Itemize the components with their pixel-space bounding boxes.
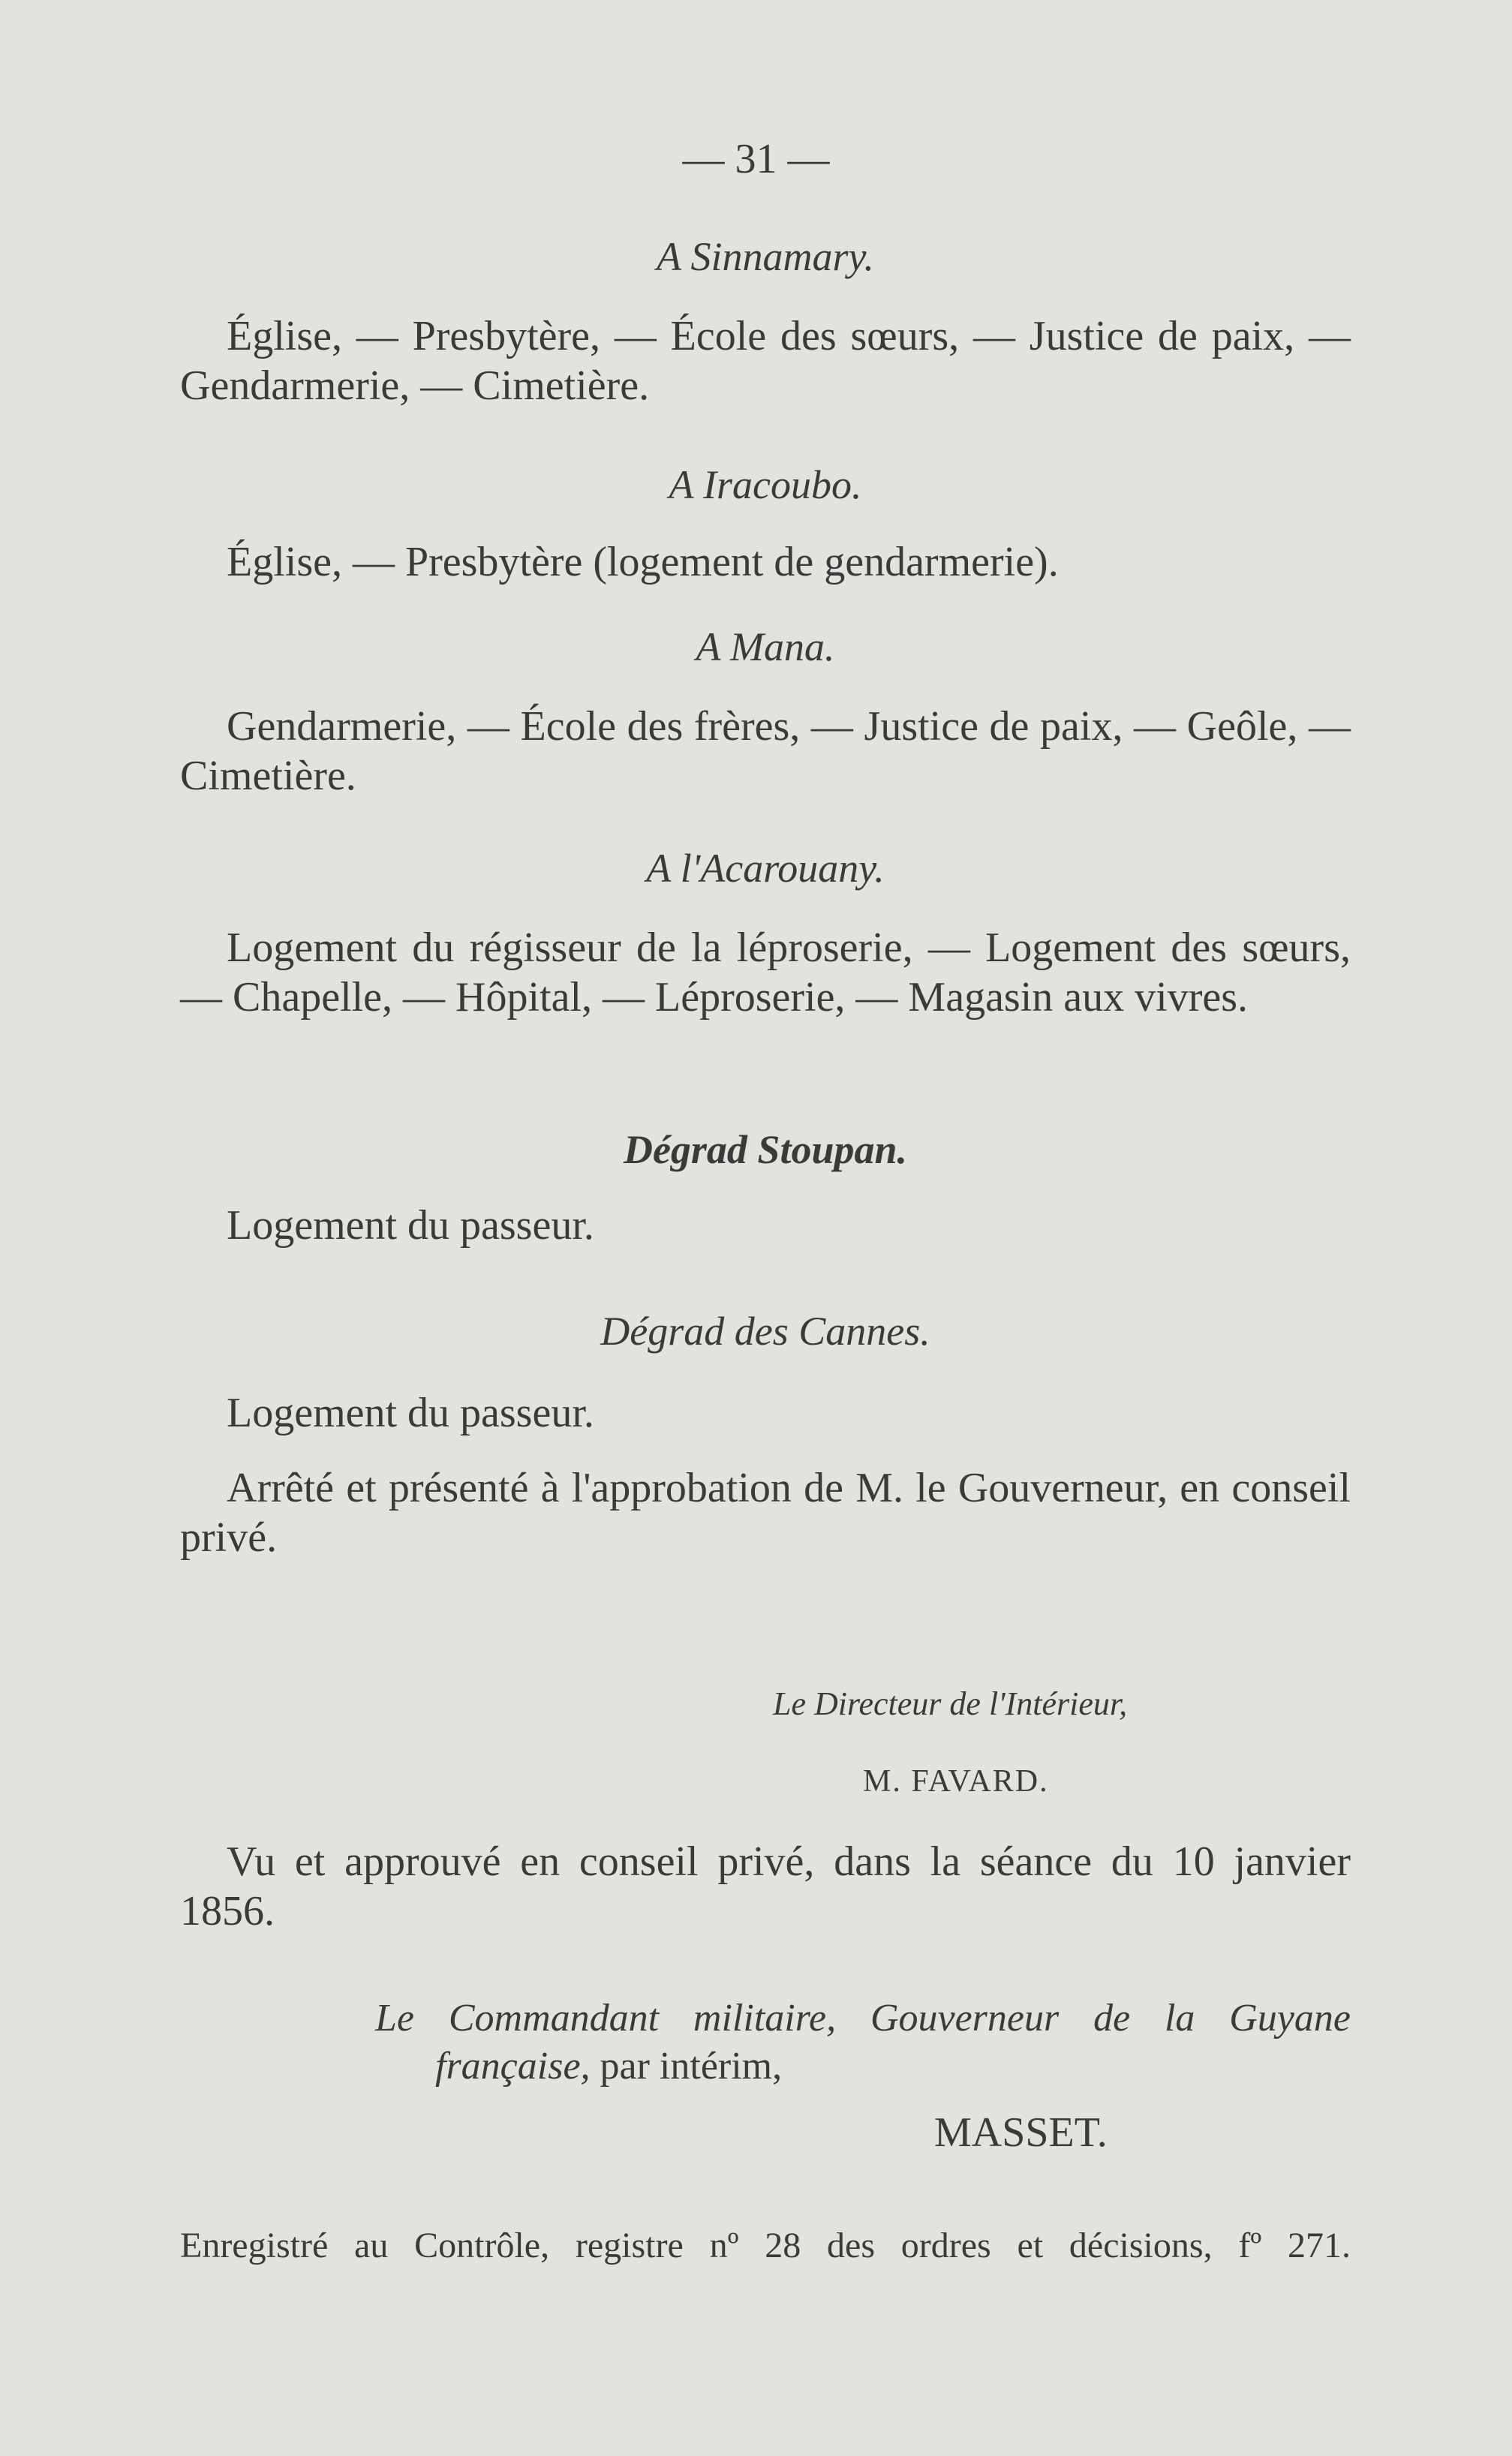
approval-paragraph: Vu et approuvé en conseil privé, dans la séance du 10 janvier 1856.	[180, 1838, 1351, 1934]
arrete-block	[180, 1463, 1351, 1562]
section-heading-degrad-stoupan: Dégrad Stoupan.	[623, 1127, 908, 1172]
registration-line: Enregistré au Contrôle, registre nº 28 des ordres et décisions, fº 271.	[180, 2226, 1351, 2265]
section-paragraph: Gendarmerie, — École des frères, — Justice de paix, — Geôle, — Cimetière.	[180, 703, 1351, 799]
section-paragraph: Église, — Presbytère, — École des sœurs, — Justice de paix, — Gendarmerie, — Cimetière.	[180, 313, 1351, 409]
commandant-block	[375, 1995, 1351, 2091]
approval-block	[180, 1837, 1351, 1936]
section-text-acarouany	[180, 923, 1351, 1022]
section-heading-mana: A Mana.	[696, 624, 835, 669]
section-heading-sinnamary: A Sinnamary.	[656, 234, 874, 279]
section-paragraph: Logement du passeur.	[227, 1390, 594, 1436]
commandant-title: Le Commandant militaire, Gouverneur de la Guyane	[375, 1997, 1351, 2040]
section-text-mana	[180, 702, 1351, 801]
commandant-title-cont: française,	[435, 2045, 591, 2088]
section-paragraph: Église, — Presbytère (logement de gendarmerie).	[227, 539, 1059, 585]
section-text-sinnamary	[180, 311, 1351, 410]
section-paragraph: Logement du passeur.	[227, 1202, 594, 1249]
commandant-name: MASSET.	[934, 2109, 1108, 2156]
section-heading-degrad-des-cannes: Dégrad des Cannes.	[600, 1309, 930, 1354]
director-name: M. FAVARD.	[863, 1764, 1049, 1799]
section-heading-acarouany: A l'Acarouany.	[646, 846, 885, 891]
section-paragraph: Logement du régisseur de la léproserie, — Logement des sœurs, — Chapelle, — Hôpital, — Léproserie, — Magasin aux vivres.	[180, 924, 1351, 1021]
commandant-title-line2	[375, 2043, 1351, 2091]
commandant-title-tail: par intérim,	[590, 2045, 783, 2088]
page-number: — 31 —	[682, 136, 830, 182]
director-title: Le Directeur de l'Intérieur,	[773, 1685, 1128, 1722]
arrete-paragraph: Arrêté et présenté à l'approbation de M. le Gouverneur, en conseil privé.	[180, 1465, 1351, 1561]
section-text-iracoubo	[180, 537, 1351, 587]
section-heading-iracoubo: A Iracoubo.	[669, 462, 862, 507]
section-text-degrad-des-cannes	[180, 1388, 1351, 1438]
section-text-degrad-stoupan	[180, 1201, 1351, 1250]
